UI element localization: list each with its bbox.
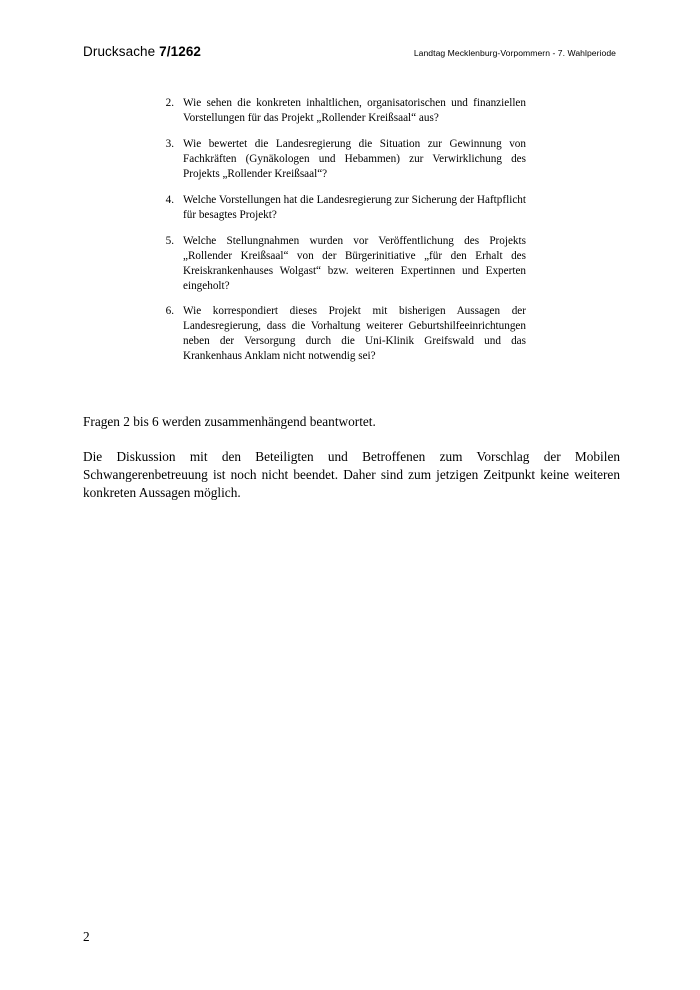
page-header [83,44,620,59]
list-item [163,137,526,182]
answer-block [83,413,620,502]
question-text: Welche Stellungnahmen wurden vor Veröffentlichung des Projekts „Rollender Kreißsaal“ von der Bürgerinitiative „für den Erhalt des Kreiskrankenhauses Wolgast“ bzw. weiteren Expertinnen und Experten eingeholt? [183,234,526,292]
answer-paragraph: Die Diskussion mit den Beteiligten und Betroffenen zum Vorschlag der Mobilen Schwangerenbetreuung ist noch nicht beendet. Daher sind zum jetzigen Zeitpunkt keine weiteren konkreten Aussagen möglich. [83,449,620,501]
question-number: 6. [165,305,174,318]
question-list [163,96,526,364]
question-text: Wie sehen die konkreten inhaltlichen, organisatorischen und finanziellen Vorstellungen für das Projekt „Rollender Kreißsaal“ aus? [183,97,526,124]
question-text: Wie korrespondiert dieses Projekt mit bisherigen Aussagen der Landesregierung, dass die Vorhaltung weiterer Geburtshilfeeinrichtungen neben der Versorgung durch die Uni-Klinik Greifswald und das Krankenhaus Anklam nicht notwendig sei? [183,305,526,363]
question-text: Welche Vorstellungen hat die Landesregierung zur Sicherung der Haftpflicht für besagtes Projekt? [183,193,526,221]
parliament-subtitle: Landtag Mecklenburg-Vorpommern - 7. Wahlperiode [413,48,616,58]
list-item [163,304,526,364]
answer-intro: Fragen 2 bis 6 werden zusammenhängend beantwortet. [83,414,376,429]
question-number: 2. [165,97,174,109]
question-number: 5. [165,234,174,247]
list-item [163,193,526,223]
question-number: 4. [165,193,174,206]
document-label: Drucksache [83,44,160,59]
list-item [163,234,526,294]
document-number: 7/1262 [159,44,202,59]
document-identifier [83,44,201,59]
list-item [163,96,526,126]
page-number: 2 [83,929,90,944]
question-text: Wie bewertet die Landesregierung die Situation zur Gewinnung von Fachkräften (Gynäkologen und Hebammen) zur Verwirklichung des Projekts „Rollender Kreißsaal“? [183,137,526,180]
question-number: 3. [165,137,174,150]
